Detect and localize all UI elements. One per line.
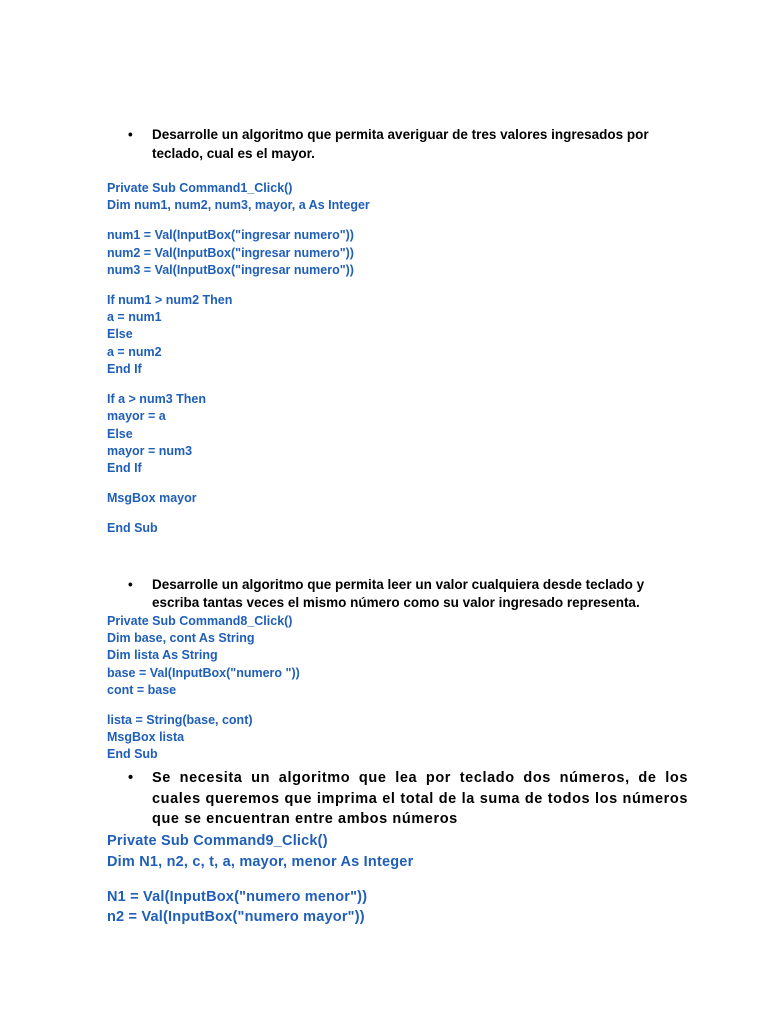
- code-line: Dim base, cont As String: [107, 631, 255, 646]
- code-line: Dim lista As String: [107, 648, 218, 663]
- code-line: Dim num1, num2, num3, mayor, a As Integer: [107, 198, 370, 213]
- code-line: [107, 378, 370, 391]
- code-line: Private Sub Command8_Click(): [107, 614, 293, 628]
- code-line: a = num2: [107, 344, 162, 359]
- code-line: Dim N1, n2, c, t, a, mayor, menor As Integer: [107, 853, 414, 870]
- code-line: Private Sub Command1_Click(): [107, 181, 293, 195]
- code-line: End Sub: [107, 746, 158, 761]
- code-line: End Sub: [107, 521, 158, 535]
- code-line: [107, 279, 370, 292]
- code-line: num2 = Val(InputBox("ingresar numero")): [107, 245, 354, 260]
- bullet-dot: •: [128, 577, 133, 592]
- code-line: [107, 508, 370, 521]
- task-text-2: Desarrolle un algoritmo que permita leer un valor cualquiera desde teclado y escriba tantas veces el mismo número como su valor ingresado representa.: [152, 577, 645, 610]
- code-line: End If: [107, 461, 142, 476]
- code-line: [107, 215, 370, 228]
- code-line: If a > num3 Then: [107, 391, 206, 406]
- code-line: cont = base: [107, 682, 177, 697]
- code-line: lista = String(base, cont): [107, 712, 253, 727]
- task-bullet-2: [128, 576, 688, 612]
- code-line: n2 = Val(InputBox("numero mayor")): [107, 909, 365, 925]
- task-bullet-3: [128, 768, 688, 830]
- code-line: Private Sub Command9_Click(): [107, 833, 328, 849]
- code-line: N1 = Val(InputBox("numero menor")): [107, 888, 368, 905]
- code-line: If num1 > num2 Then: [107, 292, 233, 307]
- code-block-1: [107, 180, 370, 537]
- code-line: mayor = a: [107, 409, 166, 424]
- code-line: base = Val(InputBox("numero ")): [107, 665, 300, 680]
- task-bullet-1: [128, 126, 688, 163]
- code-line: MsgBox lista: [107, 729, 185, 744]
- code-line: MsgBox mayor: [107, 491, 197, 506]
- code-line: mayor = num3: [107, 443, 193, 458]
- bullet-dot: •: [128, 770, 134, 786]
- code-line: num3 = Val(InputBox("ingresar numero")): [107, 262, 354, 277]
- bullet-dot: •: [128, 127, 133, 142]
- code-line: [107, 699, 300, 712]
- code-line: End If: [107, 362, 142, 377]
- code-line: a = num1: [107, 310, 162, 325]
- task-text-3: Se necesita un algoritmo que lea por teclado dos números, de los cuales queremos que imprima el total de la suma de todos los números que se encuentran entre ambos números: [152, 770, 688, 827]
- task-text-1: Desarrolle un algoritmo que permita averiguar de tres valores ingresados por teclado, cual es el mayor.: [152, 127, 649, 161]
- code-line: [107, 872, 413, 887]
- code-line: Else: [107, 426, 133, 441]
- code-line: [107, 478, 370, 491]
- code-block-3: [107, 831, 413, 928]
- code-line: num1 = Val(InputBox("ingresar numero")): [107, 228, 354, 243]
- code-line: Else: [107, 327, 133, 342]
- code-block-2: [107, 613, 300, 763]
